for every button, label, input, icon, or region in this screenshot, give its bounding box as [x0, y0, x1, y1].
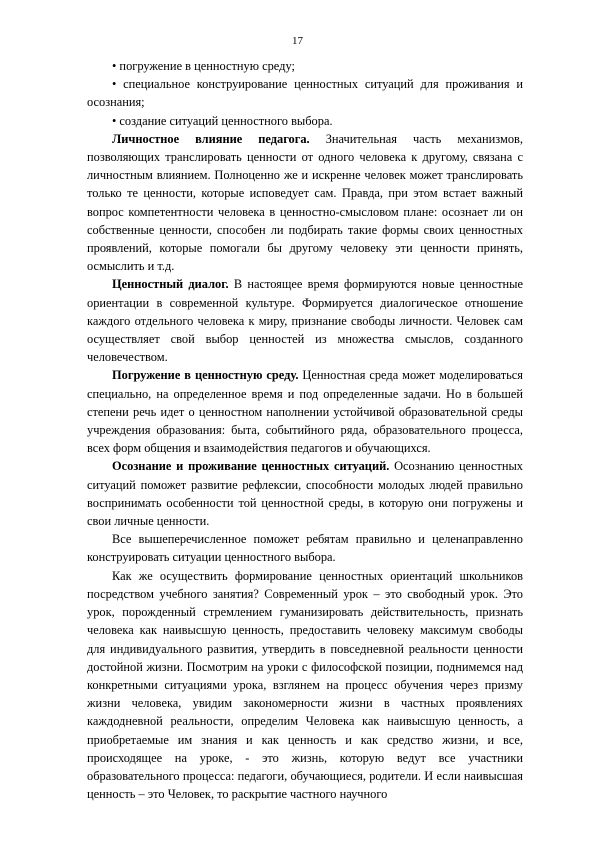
document-body [87, 57, 523, 803]
paragraph-personal-influence [87, 130, 523, 276]
bullet-item: • специальное конструирование ценностных ситуаций для проживания и осознания; [87, 77, 523, 110]
paragraph-text: Все вышеперечисленное поможет ребятам правильно и целенаправленно конструировать ситуации ценностного выбора. [87, 532, 523, 565]
paragraph-value-situations [87, 457, 523, 530]
paragraph-summary [87, 530, 523, 566]
paragraph-modern-lesson [87, 567, 523, 804]
paragraph-value-dialogue [87, 275, 523, 366]
page-number: 17 [292, 35, 303, 47]
paragraph-text: Значительная часть механизмов, позволяющих транслировать ценности от одного человека к другому, связана с личностным влиянием. Полноценно же и искренне человек может транслировать только те ценности, которые исповедует сам. Правда, при этом встает важный вопрос компетентности человека в ценностно-смысловом плане: осознает ли он собственные ценности, способен ли подбирать такие формы своих ценностных проявлений, которые помогали бы другому человеку эти ценности принять, осмыслить и т.д. [87, 131, 524, 274]
paragraph-lead: Ценностный диалог. [112, 277, 229, 292]
paragraph-text: Осознанию ценностных ситуаций поможет развитие рефлексии, способности молодых людей правильно воспринимать особенности той ценностной среды, в которую они погружены и свои личные ценности. [87, 459, 523, 529]
paragraph-lead: Осознание и проживание ценностных ситуаций. [112, 459, 390, 474]
paragraph-lead: Личностное влияние педагога. [112, 131, 310, 146]
paragraph-text: Как же осуществить формирование ценностных ориентаций школьников посредством учебного занятия? Современный урок – это свободный урок. Это урок, порожденный стремлением гуманизировать действительность, признать человека как наивысшую ценность, предоставить человеку максимум свободы для индивидуального развития, утвердить в повседневной реальности ценности достойной жизни. Посмотрим на уроки с философской позиции, поднимемся над конкретными ситуациями урока, взглянем на процесс обучения через призму жизни человека, увидим закономерности жизни в частных проявлениях каждодневной реальности, определим Человека как наивысшую ценность, а приобретаемые им знания и как ценность и как средство жизни, и все, происходящее на уроке, - это жизнь, которую ведут все участники образовательного процесса: педагоги, обучающиеся, родители. И если наивысшая ценность – это Человек, то раскрытие частного научного [87, 568, 523, 802]
bullet-item: • создание ситуаций ценностного выбора. [112, 113, 333, 128]
bullet-item: • погружение в ценностную среду; [112, 59, 295, 73]
paragraph-value-environment [87, 366, 523, 457]
paragraph-text: В настоящее время формируются новые ценностные ориентации в современной культуре. Формируется диалогическое отношение каждого отдельного человека к миру, признание свободы личности. Человек сам осуществляет свой выбор ценностей из множества смыслов, созданного человечеством. [87, 277, 523, 365]
paragraph-text: Ценностная среда может моделироваться специально, на определенное время и под определенные задачи. Но в большей степени речь идет о ценностном наполнении устойчивой образовательной среды учреждения образования: быта, событийного ряда, образовательного процесса, всех форм общения и взаимодействия педагогов и обучающихся. [87, 368, 523, 456]
paragraph-lead: Погружение в ценностную среду. [112, 368, 299, 383]
